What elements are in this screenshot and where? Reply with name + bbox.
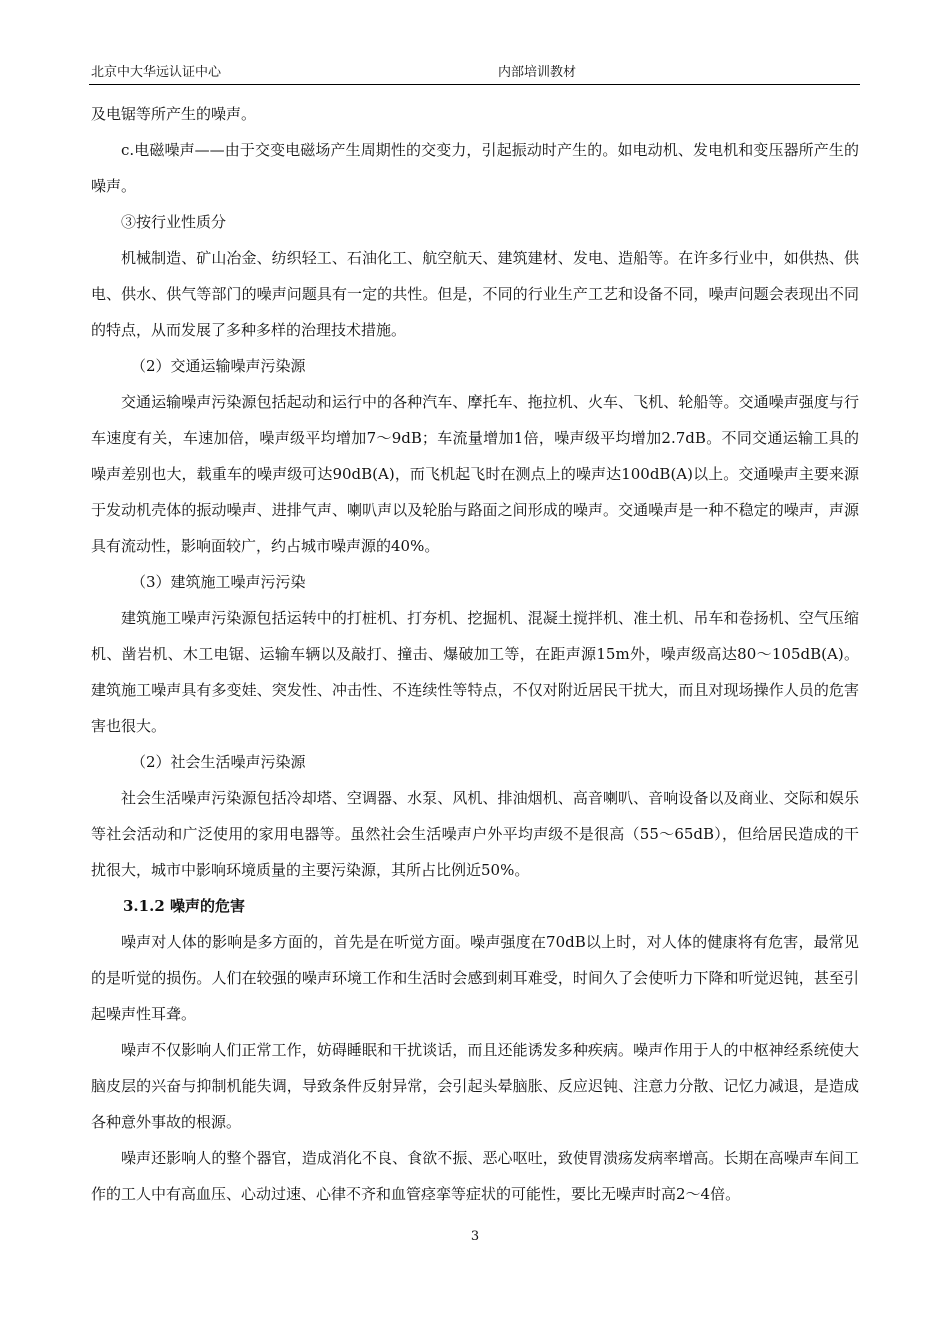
paragraph-industry: 机械制造、矿山冶金、纺织轻工、石油化工、航空航天、建筑建材、发电、造船等。在许多行业中，如供热、供电、供水、供气等部门的噪声问题具有一定的共性。但是，不同的行业生产工艺和设备不同，噪声问题会表现出不同的特点，从而发展了多种多样的治理技术措施。: [91, 249, 859, 339]
page-header: [91, 63, 859, 83]
paragraph-traffic-noise: 交通运输噪声污染源包括起动和运行中的各种汽车、摩托车、拖拉机、火车、飞机、轮船等。交通噪声强度与行车速度有关，车速加倍，噪声级平均增加7～9dB；车流量增加1倍，噪声级平均增加2.7dB。不同交通运输工具的噪声差别也大，载重车的噪声级可达90dB(A)，而飞机起飞时在测点上的噪声达100dB(A)以上。交通噪声主要来源于发动机壳体的振动噪声、进排气声、喇叭声以及轮胎与路面之间形成的噪声。交通噪声是一种不稳定的噪声，声源具有流动性，影响面较广，约占城市噪声源的40%。: [91, 393, 859, 555]
subheading-by-industry: ③按行业性质分: [121, 213, 227, 231]
paragraph-disease-effects: 噪声不仅影响人们正常工作，妨碍睡眠和干扰谈话，而且还能诱发多种疾病。噪声作用于人的中枢神经系统使大脑皮层的兴奋与抑制机能失调，导致条件反射异常，会引起头晕脑胀、反应迟钝、注意力分散、记忆力减退，是造成各种意外事故的根源。: [91, 1041, 859, 1131]
subheading-construction-noise: （3）建筑施工噪声污污染: [131, 573, 306, 591]
header-organization: 北京中大华远认证中心: [91, 65, 222, 80]
subheading-traffic-noise: （2）交通运输噪声污染源: [131, 357, 306, 375]
paragraph-hearing-effects: 噪声对人体的影响是多方面的，首先是在听觉方面。噪声强度在70dB以上时，对人体的健康将有危害，最常见的是听觉的损伤。人们在较强的噪声环境工作和生活时会感到刺耳难受，时间久了会使听力下降和听觉迟钝，甚至引起噪声性耳聋。: [91, 933, 859, 1023]
paragraph-construction-noise: 建筑施工噪声污染源包括运转中的打桩机、打夯机、挖掘机、混凝土搅拌机、准土机、吊车和卷扬机、空气压缩机、凿岩机、木工电锯、运输车辆以及敲打、撞击、爆破加工等，在距声源15m外，噪声级高达80～105dB(A)。建筑施工噪声具有多变娃、突发性、冲击性、不连续性等特点，不仅对附近居民干扰大，而且对现场操作人员的危害害也很大。: [91, 609, 859, 735]
header-document-title: 内部培训教材: [498, 65, 577, 80]
subheading-social-noise: （2）社会生活噪声污染源: [131, 753, 306, 771]
paragraph-organ-effects: 噪声还影响人的整个器官，造成消化不良、食欲不振、恶心呕吐，致使胃溃疡发病率增高。长期在高噪声车间工作的工人中有高血压、心动过速、心律不齐和血管痉挛等症状的可能性，要比无噪声时高2～4倍。: [91, 1149, 859, 1203]
page-body: [91, 96, 859, 1212]
section-heading-noise-hazards: 3.1.2 噪声的危害: [123, 897, 245, 915]
header-rule: [89, 84, 860, 85]
page-number: 3: [470, 1229, 480, 1244]
paragraph-social-noise: 社会生活噪声污染源包括冷却塔、空调器、水泵、风机、排油烟机、高音喇叭、音响设备以及商业、交际和娱乐等社会活动和广泛使用的家用电器等。虽然社会生活噪声户外平均声级不是很高（55～65dB），但给居民造成的干扰很大，城市中影响环境质量的主要污染源，其所占比例近50%。: [91, 789, 859, 879]
paragraph-electromagnetic-noise: c.电磁噪声——由于交变电磁场产生周期性的交变力，引起振动时产生的。如电动机、发电机和变压器所产生的噪声。: [91, 141, 859, 195]
paragraph-continued: 及电锯等所产生的噪声。: [91, 105, 257, 123]
